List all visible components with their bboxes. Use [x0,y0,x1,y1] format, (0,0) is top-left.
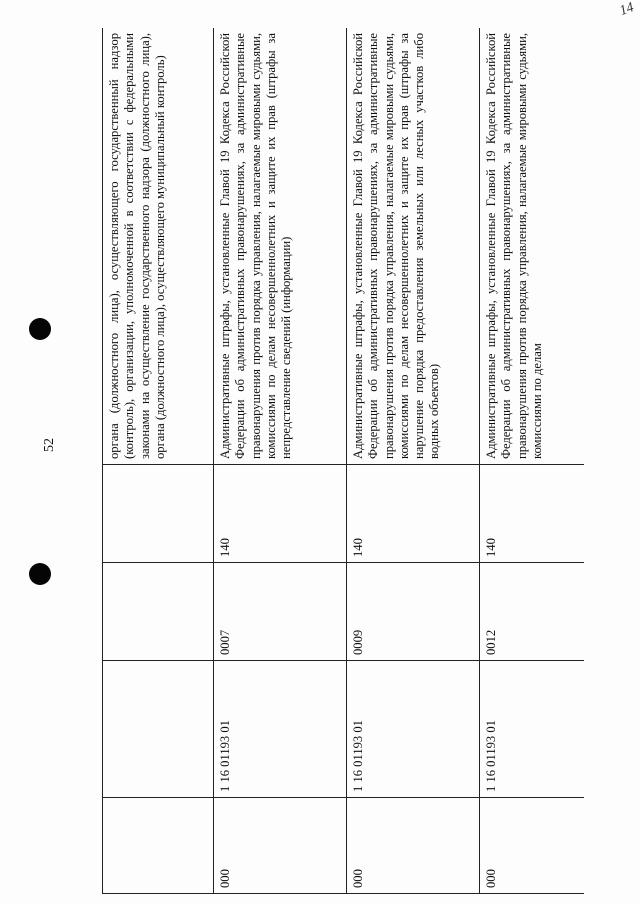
subtype-code-cell: 0012 [480,563,585,661]
punch-hole [29,563,51,585]
group-code-cell: 140 [347,465,480,563]
table-row [103,28,214,894]
admin-code-cell [103,798,214,894]
kbk-code-cell: 1 16 01193 01 [347,661,480,798]
description-cell: органа (должностного лица), осуществляющего государственный надзор (контроль), организации, уполномоченной в соответствии с федеральными законами на осуществление государственного надзора (должностного лица), органа (должностного лица), осуществляющего муниципальный контроль) [103,28,214,465]
description-cell: Административные штрафы, установленные Главой 19 Кодекса Российской Федерации об административных правонарушениях, за административные правонарушения против порядка управления, налагаемые мировыми судьями, комиссиями по делам несовершеннолетних и защите их прав (штрафы за непредставление сведений (информации) [214,28,347,465]
admin-code-cell: 000 [480,798,585,894]
group-code-cell [103,465,214,563]
table-row [214,28,347,894]
kbk-code-cell: 1 16 01193 01 [214,661,347,798]
subtype-code-cell [103,563,214,661]
handwritten-page-mark: 14 [617,0,636,19]
budget-codes-table [102,28,584,894]
subtype-code-cell: 0009 [347,563,480,661]
table-row [480,28,585,894]
description-cell: Административные штрафы, установленные Главой 19 Кодекса Российской Федерации об административных правонарушениях, за административные правонарушения против порядка управления, налагаемые мировыми судьями, комиссиями по делам [480,28,585,465]
group-code-cell: 140 [214,465,347,563]
group-code-cell: 140 [480,465,585,563]
table-row [347,28,480,894]
kbk-code-cell: 1 16 01193 01 [480,661,585,798]
kbk-code-cell [103,661,214,798]
punch-hole [29,318,51,340]
table-container [102,28,584,894]
admin-code-cell: 000 [347,798,480,894]
admin-code-cell: 000 [214,798,347,894]
subtype-code-cell: 0007 [214,563,347,661]
page-number: 52 [42,438,57,452]
description-cell: Административные штрафы, установленные Главой 19 Кодекса Российской Федерации об административных правонарушениях, за административные правонарушения против порядка управления, налагаемые мировыми судьями, комиссиями по делам несовершеннолетних и защите их прав (штрафы за нарушение порядка предоставления земельных или лесных участков либо водных объектов) [347,28,480,465]
